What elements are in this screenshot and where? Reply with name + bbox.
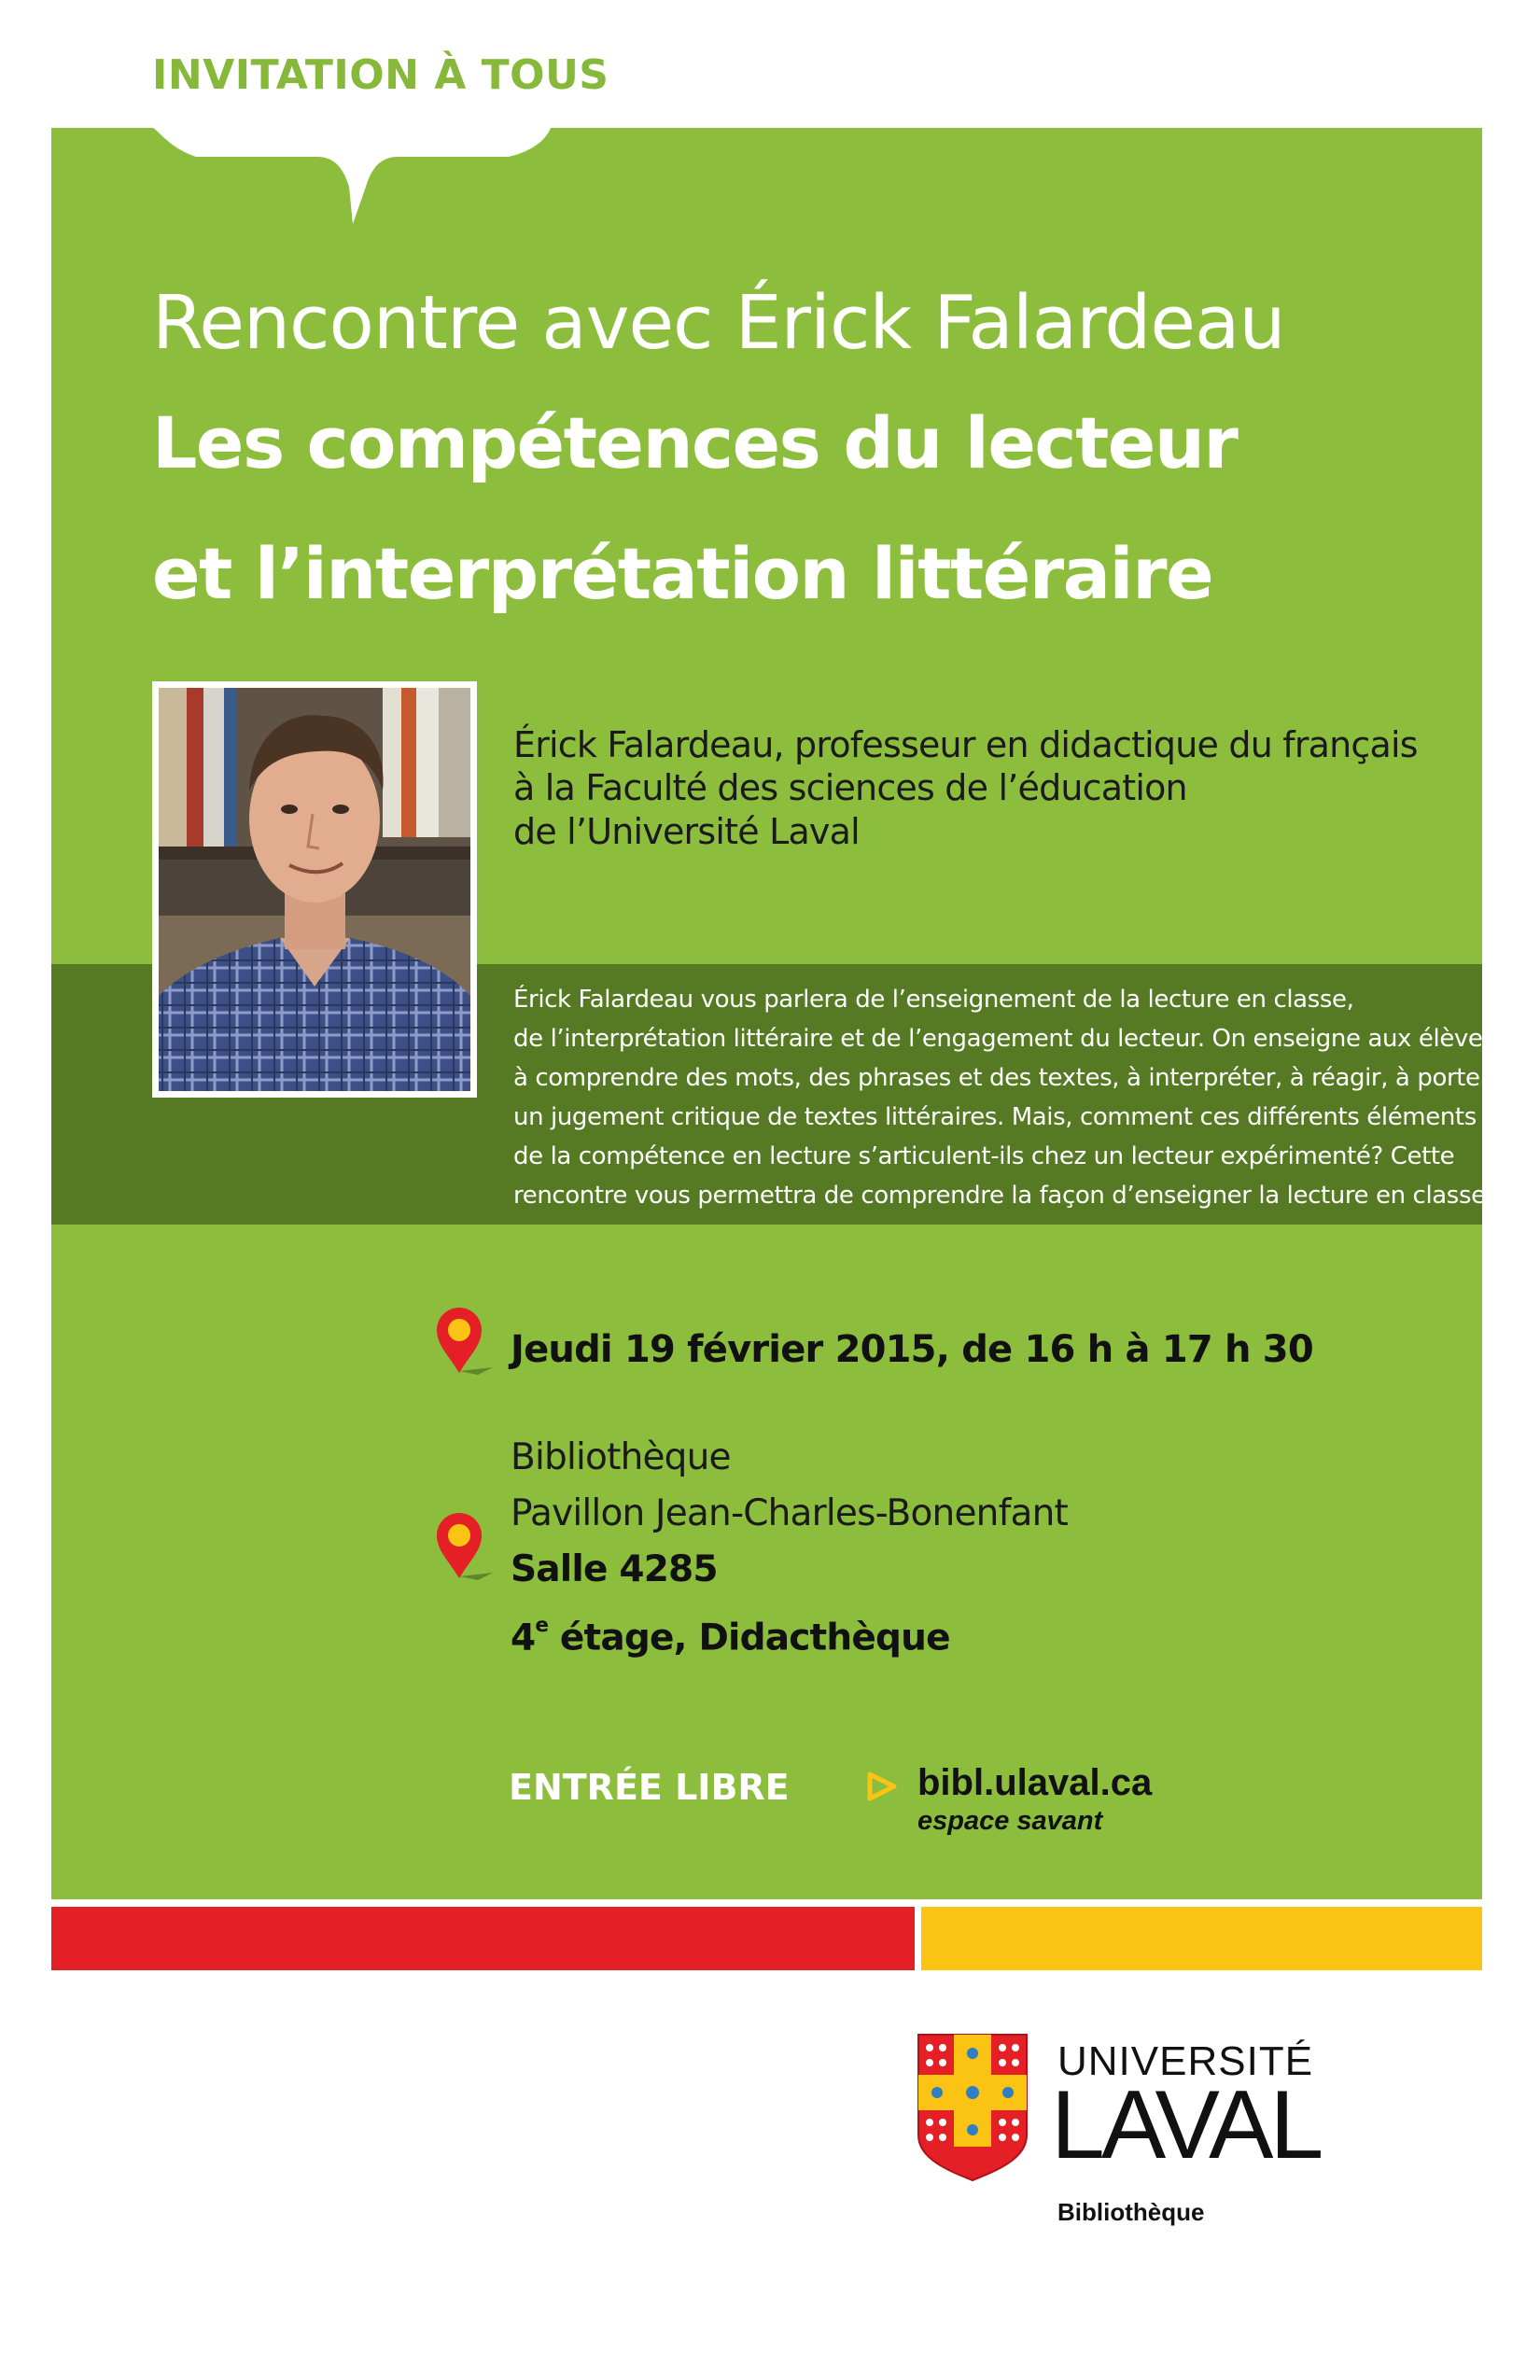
location-building: Bibliothèque bbox=[511, 1436, 731, 1478]
description-line: Érick Falardeau vous parlera de l’enseignement de la lecture en classe, bbox=[513, 986, 1354, 1014]
university-name-top: UNIVERSITÉ bbox=[1057, 2038, 1314, 2084]
title-topic-line1: Les compétences du lecteur bbox=[152, 401, 1238, 484]
description-line: un jugement critique de textes littéraires. Mais, comment ces différents éléments bbox=[513, 1103, 1477, 1131]
invitation-label: INVITATION À TOUS bbox=[152, 51, 609, 99]
speaker-photo bbox=[152, 681, 477, 1098]
website-link[interactable]: bibl.ulaval.ca bbox=[917, 1762, 1153, 1803]
bio-line: de l’Université Laval bbox=[513, 810, 860, 852]
speech-bubble-shape bbox=[0, 0, 1540, 243]
event-location bbox=[511, 1430, 1068, 1666]
red-stripe bbox=[51, 1907, 915, 1970]
floor-number: 4 bbox=[511, 1617, 536, 1659]
event-date: Jeudi 19 février 2015, de 16 h à 17 h 30 bbox=[511, 1328, 1313, 1371]
yellow-stripe bbox=[921, 1907, 1482, 1970]
bio-line: Érick Falardeau, professeur en didactique du français bbox=[513, 724, 1418, 765]
speaker-bio bbox=[513, 723, 1418, 853]
title-speaker: Rencontre avec Érick Falardeau bbox=[152, 280, 1285, 366]
description-line: rencontre vous permettra de comprendre la façon d’enseigner la lecture en classe. bbox=[513, 1182, 1493, 1210]
description-line: à comprendre des mots, des phrases et des textes, à interpréter, à réagir, à porter bbox=[513, 1064, 1490, 1092]
title-topic-line2: et l’interprétation littéraire bbox=[152, 532, 1213, 615]
location-room: Salle 4285 bbox=[511, 1548, 718, 1590]
location-pin-icon bbox=[431, 1507, 497, 1582]
floor-suffix: e bbox=[535, 1614, 549, 1637]
event-description bbox=[513, 980, 1495, 1215]
library-label: Bibliothèque bbox=[1057, 2198, 1205, 2226]
website-tagline: espace savant bbox=[917, 1806, 1103, 1836]
location-pin-icon bbox=[431, 1302, 497, 1377]
description-line: de l’interprétation littéraire et de l’engagement du lecteur. On enseigne aux élèves bbox=[513, 1025, 1495, 1053]
description-line: de la compétence en lecture s’articulent-ils chez un lecteur expérimenté? Cette bbox=[513, 1142, 1455, 1170]
location-pavilion: Pavillon Jean-Charles-Bonenfant bbox=[511, 1492, 1069, 1534]
bio-line: à la Faculté des sciences de l’éducation bbox=[513, 767, 1187, 809]
university-crest-logo bbox=[917, 2033, 1029, 2182]
location-floor bbox=[511, 1598, 1068, 1666]
university-name-bottom: LAVAL bbox=[1051, 2071, 1321, 2179]
floor-rest: étage, Didacthèque bbox=[548, 1617, 950, 1659]
play-arrow-icon bbox=[866, 1771, 898, 1802]
free-entry-label: ENTRÉE LIBRE bbox=[509, 1767, 790, 1808]
